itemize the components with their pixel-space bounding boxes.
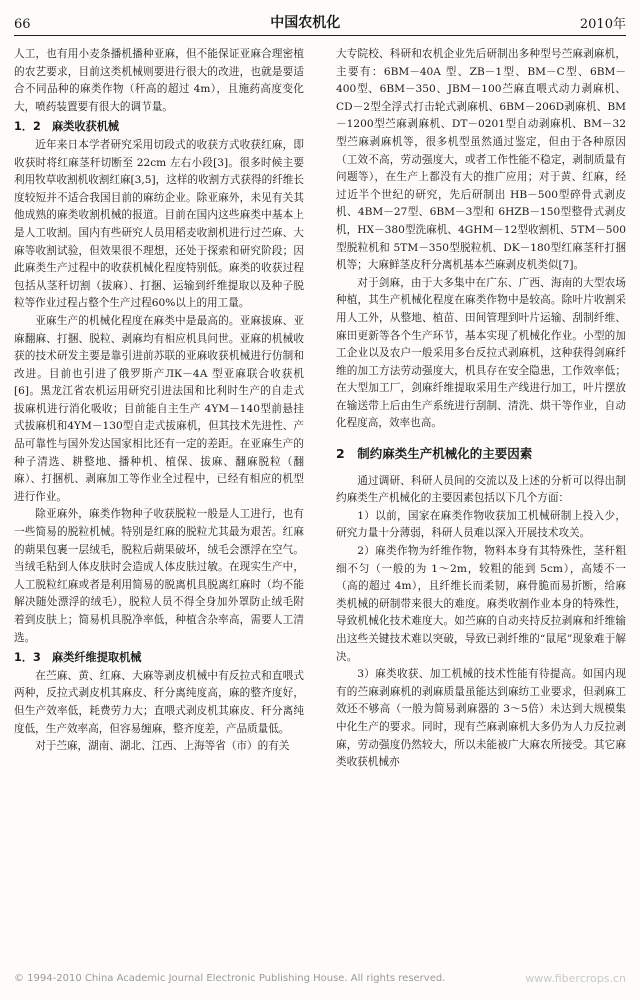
- paragraph: 近年来日本学者研究采用切段式的收获方式收获红麻，即收获时将红麻茎秆切断至 22cm 左右小段[3]。很多时候主要利用牧草收割机收割红麻[3,5]，这样的收割方式获得的纤维长度较短并不适合我国目前的麻纺企业。除亚麻外，未见有关其他成熟的麻类收割机械的报道。目前在国内这些麻类中基本上是人工收割。国内有些研究人员用稻麦收割机进行过苎麻、大麻等收割试验，但效果很不理想，还处于探索和研究阶段；因此麻类生产过程中的收获机械化程度特别低。麻类的收获过程包括从茎秆切割（拔麻）、打捆、运输到纤维提取以及种子脱粒等作业过程占整个生产过程60%以上的用工量。: [14, 138, 304, 310]
- paragraph: 在苎麻、黄、红麻、大麻等剥皮机械中有反拉式和直喂式两种，反拉式剥皮机其麻皮、秆分离纯度高，麻的整齐度好，但生产效率低，耗费劳力大；直喂式剥皮机其麻皮、秆分离纯度低，生产效率高，但容易缠麻，整齐度差，产品质量低。: [14, 669, 304, 735]
- section-heading: 2 制约麻类生产机械化的主要因素: [336, 446, 533, 462]
- paragraph: 对于苎麻，湖南、湖北、江西、上海等省（市）的有关: [35, 740, 290, 753]
- page-footer: [14, 968, 626, 988]
- journal-title: 中国农机化: [270, 15, 341, 31]
- paragraph: 除亚麻外，麻类作物种子收获脱粒一般是人工进行，也有一些简易的脱粒机械。特别是红麻的脱粒尤其最为艰苦。红麻的蒴果包裹一层绒毛，脱粒后蒴果破坏，绒毛会漂浮在空气。当绒毛粘到人体皮肤时会造成人体皮肤过敏。在现实生产中，人工脱粒红麻或者是利用简易的脱离机具脱离红麻时（均不能解决随处漂浮的绒毛），脱粒人员不得全身加外罩防止绒毛附着到皮肤上；简易机具脱净率低，种植含杂率高，需要人工清选。: [14, 508, 304, 644]
- watermark: www.fibercrops.cn: [525, 971, 626, 985]
- left-column: [14, 46, 304, 966]
- paragraph: 人工，也有用小麦条播机播种亚麻，但不能保证亚麻合理密植的农艺要求，目前这类机械则要进行很大的改进，也就是要适合不同品种的麻类作物（秆高的超过 4m），且施药高度变化大，喷药装置要有很大的调节量。: [14, 48, 304, 113]
- subsection-heading: 1．3 麻类纤维提取机械: [14, 651, 142, 665]
- paragraph: 通过调研、科研人员间的交流以及上述的分析可以得出制约麻类生产机械化的主要因素包括以下几个方面：: [336, 474, 626, 505]
- journal-year: 2010年: [579, 17, 626, 32]
- right-column: [336, 46, 626, 966]
- paragraph: 大专院校、科研和农机企业先后研制出多种型号苎麻剥麻机，主要有：6BM－40A 型、ZB－1型、BM－C型、6BM－400型、6BM－350、JBM－100苎麻直喂式动力剥麻机、CD－2型全浮式打击轮式剥麻机、6BM－206D剥麻机、BM－1200型苎麻剥麻机、DT－0201型自动剥麻机、BM－32型苎麻剥麻机等，很多机型虽然通过鉴定，但由于各种原因（工效不高，劳动强度大，或者工作性能不稳定，剥制质量有问题等），在生产上都没有大的推广应用；对于黄、红麻，经过近半个世纪的研究，先后研制出 HB－500型碎骨式剥皮机、4BM－27型、6BM－3型和 6HZB－150型整骨式剥皮机，HX－380型洗麻机、4GHM－12型收割机、5TM－500型脱粒机和 5TM－350型脱粒机、DK－180型红麻茎秆打捆机等；大麻鲜茎皮秆分离机基本苎麻剥皮机类似[7]。: [336, 48, 626, 272]
- paragraph: 3）麻类收获、加工机械的技术性能有待提高。如国内现有的苎麻剥麻机的剥麻质量虽能达到麻纺工业要求，但剥麻工效还不够高（一般为简易剥麻器的 3～5倍）未达到大规模集中化生产的要求。同时，现有苎麻剥麻机大多仍为人力反拉剥麻，劳动强度仍然较大，所以未能被广大麻农所接受。其它麻类收获机械亦: [336, 668, 626, 769]
- paragraph: 亚麻生产的机械化程度在麻类中是最高的。亚麻拔麻、亚麻翻麻、打捆、脱粒、剥麻均有相应机具问世。亚麻的机械收获的技术研发主要是靠引进前苏联的亚麻收获机械进行仿制和改进。目前也引进了俄罗斯产ЛК－4А 型亚麻联合收获机[6]。黑龙江省农机运用研究引进法国和比利时生产的自走式拔麻机进行消化吸收；目前能自主生产 4YM－140型前悬挂式拔麻机和4YM－130型自走式拔麻机，但其技术先进性、产品可靠性与国外发达国家相比还有一定的差距。在亚麻生产的种子清选、耕整地、播种机、植保、拔麻、翻麻脱粒（翻麻）、打捆机、剥麻加工等作业全过程中，已经有相应的机型进行作业。: [14, 314, 304, 503]
- subsection-heading: 1．2 麻类收获机械: [14, 120, 120, 134]
- page-number: 66: [14, 17, 31, 32]
- paragraph: 2）麻类作物为纤维作物，物料本身有其特殊性，茎秆粗细不匀（一般的为 1～2m，较粗的能到 5cm），高矮不一（高的超过 4m），且纤维长而柔韧，麻骨脆而易折断，给麻类机械的研制带来很大的难度。麻类收割作业本身的特殊性，导致机械化技术难度大。如苎麻的自动夹持反拉剥麻和纤维输出这些关键技术难以突破，导致已剥纤维的“鼠尾”现象难于解决。: [336, 545, 626, 663]
- copyright-notice: © 1994-2010 China Academic Journal Electronic Publishing House. All rights reserved.: [14, 972, 446, 984]
- paragraph: 对于剑麻，由于大多集中在广东、广西、海南的大型农场种植，其生产机械化程度在麻类作物中是较高。除叶片收割采用人工外，从整地、植苗、田间管理到叶片运输、刮制纤维、麻田更新等各个生产环节，基本实现了机械化作业。小型的加工企业以及农户一般采用多台反拉式剥麻机，这种获得剑麻纤维的加工方法劳动强度大，机具存在安全隐患，工作效率低；在大型加工厂，剑麻纤维提取采用生产线进行加工，叶片摆放在输送带上后由生产系统进行刮制、清洗、烘干等作业，自动化程度高，效率也高。: [336, 276, 626, 430]
- paragraph: 1）以前，国家在麻类作物收获加工机械研制上投入少，研究力量十分薄弱，科研人员难以深入开展技术攻关。: [336, 509, 626, 540]
- page-header: [14, 6, 626, 36]
